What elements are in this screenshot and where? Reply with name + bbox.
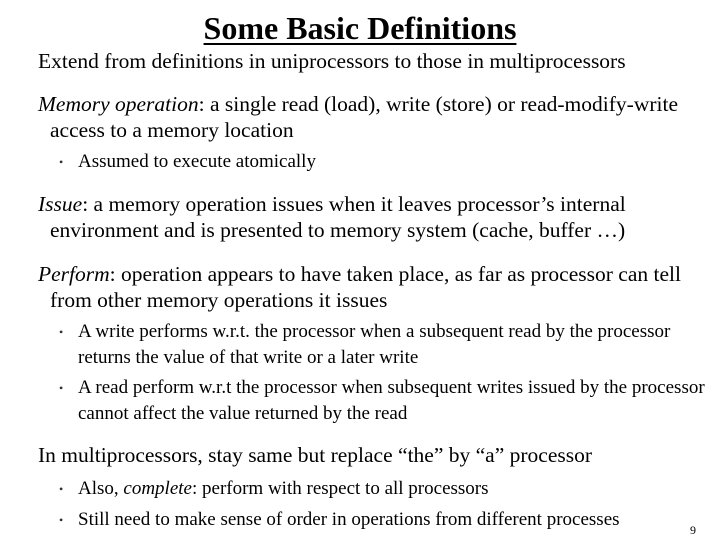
- bullet-text: A read perform w.r.t the processor when subsequent writes issued by the processor cannot affect the value returned by the read: [78, 377, 705, 424]
- bullet-icon: •: [59, 325, 64, 339]
- bullet-icon: •: [59, 513, 64, 527]
- bullet-write-performs: [59, 319, 709, 371]
- bullet-text: Still need to make sense of order in operations from different processes: [78, 509, 620, 530]
- bullet-text: Also, complete: perform with respect to all processors: [78, 478, 489, 499]
- bullet-order: [59, 507, 709, 533]
- complete-term: complete: [123, 478, 192, 499]
- page-number: 9: [690, 523, 696, 537]
- bullet-complete: [59, 476, 709, 502]
- bullet-text: A write performs w.r.t. the processor when a subsequent read by the processor returns the value of that write or a later write: [78, 321, 671, 368]
- memory-operation-text: : a single read (load), write (store) or read-modify-write access to a memory location: [50, 92, 678, 142]
- memory-operation-term: Memory operation: [38, 92, 199, 116]
- perform-term: Perform: [38, 262, 110, 286]
- perform-text: : operation appears to have taken place, as far as processor can tell from other memory operations it issues: [50, 262, 681, 312]
- multiprocessor-text: In multiprocessors, stay same but replace “the” by “a” processor: [38, 443, 593, 467]
- issue-text: : a memory operation issues when it leaves processor’s internal environment and is presented to memory system (cache, buffer …): [50, 192, 626, 242]
- bullet-icon: •: [59, 381, 64, 395]
- issue-definition: [38, 191, 708, 243]
- bullet-text: Assumed to execute atomically: [78, 151, 316, 172]
- bullet-icon: •: [59, 482, 64, 496]
- issue-term: Issue: [38, 192, 83, 216]
- bullet-read-performs: [59, 375, 709, 427]
- intro-text: Extend from definitions in uniprocessors to those in multiprocessors: [38, 49, 626, 73]
- memory-operation-definition: [38, 91, 708, 143]
- bullet-atomic: [59, 149, 709, 175]
- bullet-icon: •: [59, 155, 64, 169]
- slide-title: Some Basic Definitions: [203, 10, 517, 46]
- perform-definition: [38, 261, 708, 313]
